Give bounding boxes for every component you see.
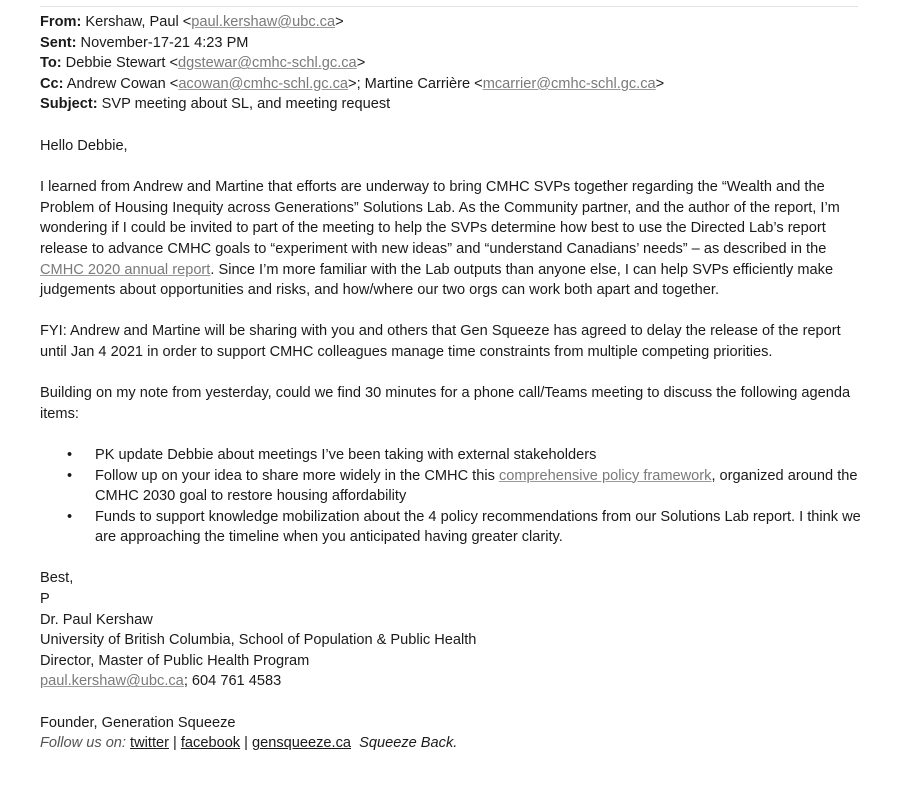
from-line [40,12,664,33]
email-body [40,136,866,754]
paragraph-1-text-a: I learned from Andrew and Martine that efforts are underway to bring CMHC SVPs together regarding the “Wealth and the Problem of Housing Inequity across Generations” Solutions Lab. As the Community partner, and the author of the report, I’m wondering if I could be invited to part of the meeting to help the SVPs determine how best to use the Directed Lab’s report release to advance CMHC goals to “experiment with new ideas” and “understand Canadians’ needs” – as described in the [40,179,840,257]
list-item [40,507,866,548]
social-separator: | [240,735,253,752]
cc-close: > [655,75,665,92]
annual-report-link[interactable]: CMHC 2020 annual report [40,261,211,278]
sent-line [40,33,664,54]
subject-value: SVP meeting about SL, and meeting request [101,96,391,113]
to-line [40,53,664,74]
signature-phone: ; 604 761 4583 [183,673,282,690]
to-close: > [356,55,366,72]
cc-name: Andrew Cowan < [66,75,179,92]
social-separator: | [168,735,181,752]
from-label: From: [40,14,82,30]
subject-line [40,94,664,115]
paragraph-2: FYI: Andrew and Martine will be sharing with you and others that Gen Squeeze has agreed to delay the release of the report until Jan 4 2021 in order to support CMHC colleagues manage time constraints from multiple competing priorities. [40,323,841,360]
founder-line: Founder, Generation Squeeze [40,714,236,731]
agenda-item-3: Funds to support knowledge mobilization about the 4 policy recommendations from our Solutions Lab report. I think we are approaching the timeline when you anticipated having greater clarity. [95,508,861,546]
follow-label: Follow us on: [40,735,126,752]
cc-line [40,74,664,95]
contact-line [40,671,866,692]
cc-email-link-1[interactable]: acowan@cmhc-schl.gc.ca [178,75,349,92]
closing: Best, [40,570,74,587]
bullet-icon: • [67,467,73,484]
sent-label: Sent: [40,34,77,51]
list-item [40,445,866,466]
bullet-icon: • [67,446,73,463]
sent-value: November-17-21 4:23 PM [80,34,249,51]
sender-affiliation: University of British Columbia, School of Population & Public Health [40,632,477,649]
cc-separator: >; Martine Carrière < [348,75,483,92]
twitter-link[interactable]: twitter [130,735,169,752]
signature-spacer [40,692,866,713]
email-header [40,12,664,115]
agenda-item-2-text-a: Follow up on your idea to share more widely in the CMHC this [95,467,499,484]
paragraph-1-text-b: . Since I’m more familiar with the Lab outputs than anyone else, I can help SVPs efficiently make judgements about opportunities and risks, and how/where our two orgs can work both apart and together. [40,261,834,299]
from-close: > [335,14,344,30]
cc-label: Cc: [40,75,64,92]
to-email-link[interactable]: dgstewar@cmhc-schl.gc.ca [178,55,357,72]
facebook-link[interactable]: facebook [180,735,241,752]
agenda-item-2-text-b: , organized around the CMHC 2030 goal to restore housing affordability [95,467,858,505]
top-divider [40,6,858,7]
greeting: Hello Debbie, [40,138,128,154]
social-line [40,733,866,754]
bullet-icon: • [67,508,73,525]
policy-framework-link[interactable]: comprehensive policy framework [498,467,712,484]
sender-title: Director, Master of Public Health Program [40,652,310,669]
tagline: Squeeze Back. [359,735,458,752]
to-label: To: [40,55,62,72]
paragraph-1 [40,177,866,301]
sender-initial: P [40,591,50,608]
to-name: Debbie Stewart < [65,55,179,72]
paragraph-3: Building on my note from yesterday, could we find 30 minutes for a phone call/Teams meeting to discuss the following agenda items: [40,385,851,422]
signature-email-link[interactable]: paul.kershaw@ubc.ca [40,673,184,690]
list-item [40,466,866,507]
cc-email-link-2[interactable]: mcarrier@cmhc-schl.gc.ca [482,75,656,92]
gensqueeze-link[interactable]: gensqueeze.ca [252,735,352,752]
signature-block [40,568,866,753]
subject-label: Subject: [40,96,98,113]
from-email-link[interactable]: paul.kershaw@ubc.ca [191,14,336,30]
from-name: Kershaw, Paul < [85,14,192,30]
agenda-list [40,445,866,548]
agenda-item-1: PK update Debbie about meetings I’ve been taking with external stakeholders [95,446,597,463]
sender-name: Dr. Paul Kershaw [40,611,153,628]
